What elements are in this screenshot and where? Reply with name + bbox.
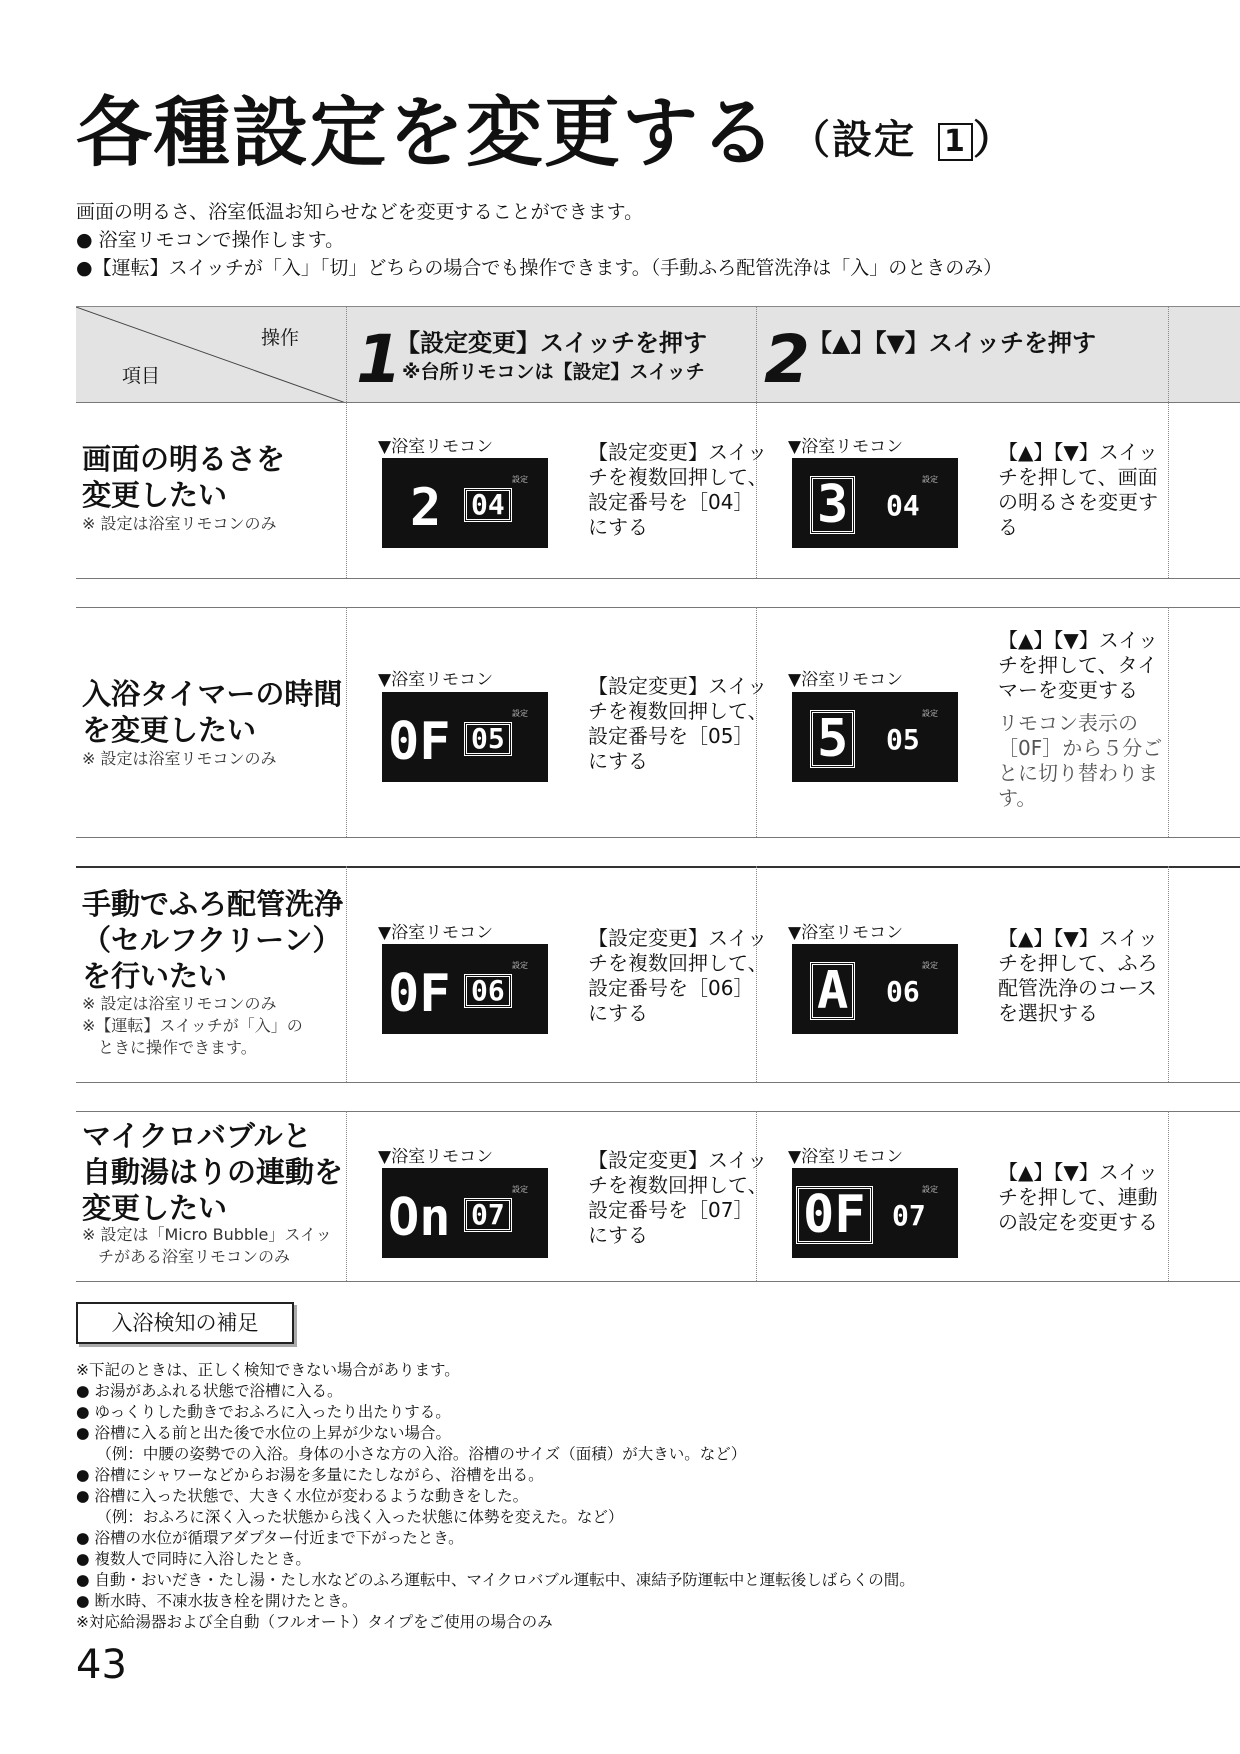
lcd-setting-number: 06 <box>464 974 512 1008</box>
step-1-description: 【設定変更】スイッ チを複数回押して、 設定番号を［04］ にする <box>588 440 768 539</box>
step-1-number: 1 <box>356 321 402 398</box>
lcd-settei-label: 設定 <box>512 709 528 718</box>
list-item: ● 断水時、不凍水抜き栓を開けたとき。 <box>76 1592 358 1610</box>
column-divider <box>346 607 347 837</box>
lcd-display <box>382 692 548 782</box>
list-item: （例：おふろに深く入った状態から浅く入った状態に体勢を変えた。など） <box>76 1508 624 1526</box>
list-item: ● 浴槽の水位が循環アダプター付近まで下がったとき。 <box>76 1529 464 1547</box>
step-2-number: 2 <box>764 321 810 398</box>
lcd-settei-label: 設定 <box>922 475 938 484</box>
column-divider <box>1168 866 1169 1082</box>
lcd-big-digit: On <box>388 1188 451 1248</box>
step-1-description: 【設定変更】スイッ チを複数回押して、 設定番号を［05］ にする <box>588 674 768 773</box>
list-item: （例：中腰の姿勢での入浴。身体の小さな方の入浴。浴槽のサイズ（面積）が大きい。など） <box>76 1445 747 1463</box>
supplement-title: 入浴検知の補足 <box>76 1302 294 1344</box>
lcd-setting-number: 04 <box>886 489 920 522</box>
list-item: ● 浴槽に入る前と出た後で水位の上昇が少ない場合。 <box>76 1424 451 1442</box>
step-1-description: 【設定変更】スイッ チを複数回押して、 設定番号を［07］ にする <box>588 1148 768 1247</box>
lcd-settei-label: 設定 <box>512 475 528 484</box>
intro-line: ● 浴室リモコンで操作します。 <box>76 229 345 251</box>
row-note: ※ 設定は浴室リモコンのみ ※【運転】スイッチが「入」の ときに操作できます。 <box>82 994 303 1057</box>
remote-label: ▼浴室リモコン <box>788 1147 904 1167</box>
header-diagonal-line <box>76 307 346 403</box>
step-2-description: 【▲】【▼】スイッ チを押して、連動 の設定を変更する <box>998 1160 1158 1234</box>
step-2-description: 【▲】【▼】スイッ チを押して、画面 の明るさを変更す る <box>998 440 1158 539</box>
column-divider <box>346 866 347 1082</box>
list-item: ● 複数人で同時に入浴したとき。 <box>76 1550 311 1568</box>
remote-label: ▼浴室リモコン <box>378 670 494 690</box>
remote-label: ▼浴室リモコン <box>378 1147 494 1167</box>
step-2-text: 【▲】【▼】スイッチを押す <box>808 329 1096 357</box>
step-1-header <box>346 307 756 403</box>
remote-label: ▼浴室リモコン <box>788 670 904 690</box>
row-divider <box>76 607 1240 608</box>
list-item: ● 自動・おいだき・たし湯・たし水などのふろ運転中、マイクロバブル運転中、凍結予防運転中と運転後しばらくの間。 <box>76 1571 915 1589</box>
lcd-big-digit: 0F <box>388 964 451 1024</box>
lcd-display <box>792 692 958 782</box>
intro-text <box>76 198 1002 282</box>
column-divider <box>346 1111 347 1281</box>
row-divider <box>76 837 1240 838</box>
lcd-big-digit: 3 <box>810 476 855 534</box>
lcd-display <box>382 944 548 1034</box>
lcd-big-digit: 2 <box>410 478 442 538</box>
lcd-display <box>792 458 958 548</box>
row-title: 入浴タイマーの時間 を変更したい <box>82 677 343 747</box>
lcd-setting-number: 07 <box>892 1199 926 1232</box>
row-note: ※ 設定は「Micro Bubble」スイッ チがある浴室リモコンのみ <box>82 1225 332 1266</box>
lcd-big-digit: A <box>810 962 855 1020</box>
row-note: ※ 設定は浴室リモコンのみ <box>82 514 277 533</box>
row-divider <box>76 402 1240 403</box>
step-1-description: 【設定変更】スイッ チを複数回押して、 設定番号を［06］ にする <box>588 926 768 1025</box>
title-main: 各種設定を変更する <box>76 88 778 177</box>
row-note: ※ 設定は浴室リモコンのみ <box>82 749 277 768</box>
remote-label: ▼浴室リモコン <box>378 923 494 943</box>
row-title: 画面の明るさを 変更したい <box>82 442 286 512</box>
title-box-number: 1 <box>938 123 973 161</box>
column-divider <box>346 402 347 578</box>
intro-line: ●【運転】スイッチが「入」「切」どちらの場合でも操作できます。（手動ふろ配管洗浄は「入」のときのみ） <box>76 257 1003 279</box>
list-item: ※対応給湯器および全自動（フルオート）タイプをご使用の場合のみ <box>76 1613 553 1631</box>
row-divider <box>76 1082 1240 1083</box>
lcd-setting-number: 05 <box>886 723 920 756</box>
intro-line: 画面の明るさ、浴室低温お知らせなどを変更することができます。 <box>76 201 644 223</box>
column-divider <box>1168 306 1169 402</box>
lcd-settei-label: 設定 <box>512 1185 528 1194</box>
header-item-label: 項目 <box>122 365 161 387</box>
row-divider <box>76 866 1240 868</box>
page-title <box>76 72 1015 181</box>
lcd-display <box>792 944 958 1034</box>
step-1-text: 【設定変更】スイッチを押す <box>396 329 708 357</box>
step-2-description: 【▲】【▼】スイッ チを押して、ふろ 配管洗浄のコース を選択する <box>998 926 1158 1025</box>
lcd-big-digit: 0F <box>796 1186 873 1244</box>
column-divider <box>1168 402 1169 578</box>
column-divider <box>756 306 757 402</box>
list-item: ● ゆっくりした動きでおふろに入ったり出たりする。 <box>76 1403 451 1421</box>
page-number: 43 <box>76 1642 127 1688</box>
step-2-description: 【▲】【▼】スイッ チを押して、タイ マーを変更する リモコン表示の ［0F］から５分ご とに切り替わりま す。 <box>998 628 1163 810</box>
lcd-setting-number: 07 <box>464 1198 512 1232</box>
column-divider <box>346 306 347 402</box>
lcd-big-digit: 0F <box>388 712 451 772</box>
remote-label: ▼浴室リモコン <box>788 923 904 943</box>
title-sub: （設定 1 ） <box>790 117 1015 163</box>
remote-label: ▼浴室リモコン <box>378 437 494 457</box>
header-operation-label: 操作 <box>261 327 300 349</box>
lcd-settei-label: 設定 <box>922 709 938 718</box>
list-item: ● 浴槽に入った状態で、大きく水位が変わるような動きをした。 <box>76 1487 529 1505</box>
row-divider <box>76 578 1240 579</box>
lcd-setting-number: 04 <box>464 488 512 522</box>
step-1-subtext: ※台所リモコンは【設定】スイッチ <box>402 361 705 383</box>
lcd-setting-number: 06 <box>886 975 920 1008</box>
step-2-note: リモコン表示の ［0F］から５分ご とに切り替わりま す。 <box>998 711 1163 810</box>
lcd-setting-number: 05 <box>464 722 512 756</box>
row-title: 手動でふろ配管洗浄 （セルフクリーン） を行いたい <box>82 887 344 993</box>
lcd-display <box>382 458 548 548</box>
column-divider <box>1168 607 1169 837</box>
list-item: ● 浴槽にシャワーなどからお湯を多量にたしながら、浴槽を出る。 <box>76 1466 544 1484</box>
lcd-big-digit: 5 <box>810 710 855 768</box>
list-item: ※下記のときは、正しく検知できない場合があります。 <box>76 1361 460 1379</box>
lcd-settei-label: 設定 <box>512 961 528 970</box>
row-divider <box>76 1281 1240 1282</box>
table-header <box>76 306 1240 403</box>
list-item: ● お湯があふれる状態で浴槽に入る。 <box>76 1382 343 1400</box>
lcd-display <box>382 1168 548 1258</box>
row-title: マイクロバブルと 自動湯はりの連動を 変更したい <box>82 1119 344 1225</box>
supplement-list <box>76 1360 915 1633</box>
remote-label: ▼浴室リモコン <box>788 437 904 457</box>
lcd-settei-label: 設定 <box>922 1185 938 1194</box>
row-divider <box>76 1111 1240 1112</box>
lcd-settei-label: 設定 <box>922 961 938 970</box>
step-2-header <box>756 307 1166 403</box>
lcd-display <box>792 1168 958 1258</box>
column-divider <box>1168 1111 1169 1281</box>
